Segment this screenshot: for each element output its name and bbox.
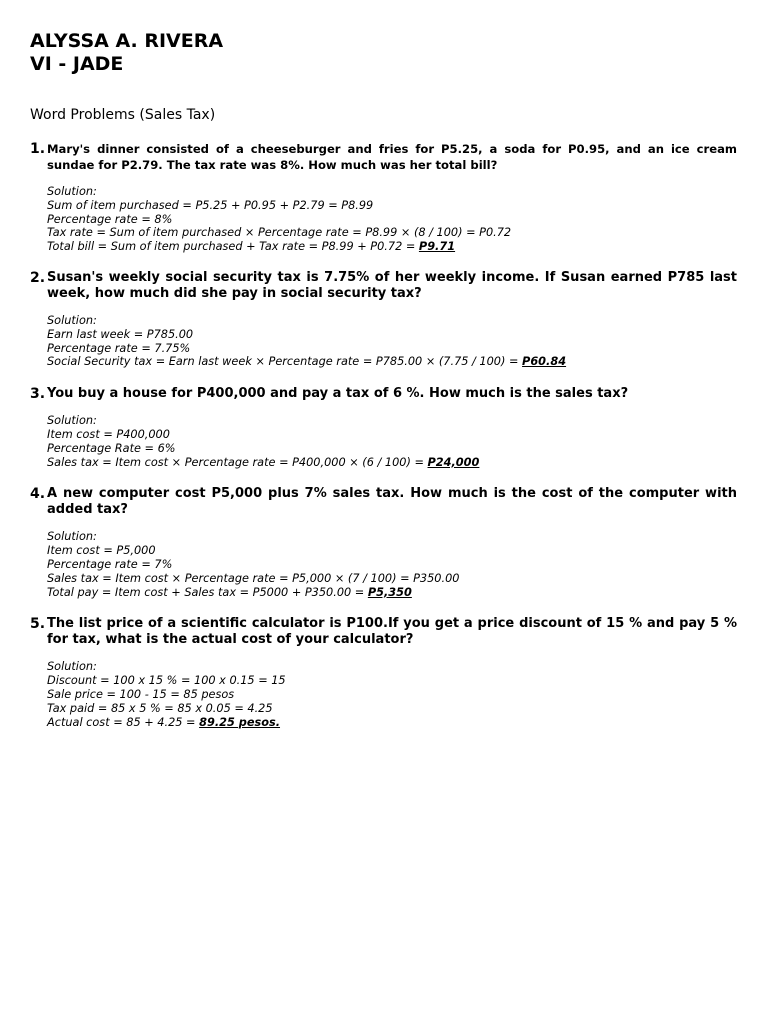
problem-solution [47, 185, 737, 254]
solution-line: Percentage rate = 8% [47, 212, 173, 226]
solution-line-final [47, 716, 737, 730]
solution-line: Percentage rate = 7.75% [47, 341, 191, 355]
solution-line: Percentage rate = 7% [47, 557, 173, 571]
problem-question: A new computer cost P5,000 plus 7% sales tax. How much is the cost of the computer with added tax? [47, 486, 737, 518]
problem-number: 3. [30, 386, 46, 403]
problem-3 [30, 386, 737, 469]
problem-solution [47, 530, 737, 599]
problem-question: You buy a house for P400,000 and pay a tax of 6 %. How much is the sales tax? [47, 386, 629, 402]
final-answer: 89.25 pesos. [199, 715, 281, 729]
student-section: VI - JADE [30, 53, 124, 75]
solution-label: Solution: [47, 660, 97, 674]
solution-line: Discount = 100 x 15 % = 100 x 0.15 = 15 [47, 674, 286, 688]
student-name: ALYSSA A. RIVERA [30, 30, 224, 52]
problem-number: 2. [30, 269, 46, 286]
solution-line-final [47, 240, 737, 254]
solution-label: Solution: [47, 414, 97, 428]
problem-solution [47, 414, 737, 469]
problem-question: The list price of a scientific calculator is P100.If you get a price discount of 15 % and pay 5 % for tax, what is the actual cost of your calculator? [47, 616, 737, 648]
solution-line: Item cost = P400,000 [47, 427, 170, 441]
solution-line-final [47, 586, 737, 600]
solution-line: Sale price = 100 - 15 = 85 pesos [47, 687, 235, 701]
final-answer: P9.71 [418, 240, 456, 254]
problem-solution [47, 660, 737, 729]
student-header [30, 30, 737, 76]
solution-line: Sales tax = Item cost × Percentage rate = P5,000 × (7 / 100) = P350.00 [47, 571, 460, 585]
solution-line: Percentage Rate = 6% [47, 441, 176, 455]
solution-line-final [47, 456, 737, 470]
final-answer: P5,350 [367, 585, 412, 599]
problem-question: Mary's dinner consisted of a cheeseburger and fries for P5.25, a soda for P0.95, and an ice cream sundae for P2.79. The tax rate was 8%. How much was her total bill? [47, 142, 737, 172]
page-title: Word Problems (Sales Tax) [30, 107, 216, 123]
problem-4 [30, 486, 737, 599]
problem-number: 5. [30, 616, 46, 633]
solution-line: Actual cost = 85 + 4.25 = [47, 715, 200, 729]
solution-line: Earn last week = P785.00 [47, 327, 194, 341]
solution-line: Total pay = Item cost + Sales tax = P5000 + P350.00 = [47, 585, 368, 599]
solution-line: Sum of item purchased = P5.25 + P0.95 + P2.79 = P8.99 [47, 198, 374, 212]
final-answer: P24,000 [427, 455, 480, 469]
solution-line: Tax paid = 85 x 5 % = 85 x 0.05 = 4.25 [47, 701, 273, 715]
problem-2 [30, 270, 737, 369]
problem-solution [47, 314, 737, 369]
problem-number: 4. [30, 486, 46, 503]
problem-1 [30, 141, 737, 254]
solution-label: Solution: [47, 185, 97, 198]
final-answer: P60.84 [522, 355, 567, 369]
solution-line: Total bill = Sum of item purchased + Tax rate = P8.99 + P0.72 = [47, 240, 419, 254]
solution-label: Solution: [47, 530, 97, 544]
solution-label: Solution: [47, 313, 97, 327]
solution-line: Tax rate = Sum of item purchased × Percentage rate = P8.99 × (8 / 100) = P0.72 [47, 226, 512, 240]
solution-line: Social Security tax = Earn last week × Percentage rate = P785.00 × (7.75 / 100) = [47, 355, 523, 369]
problem-number: 1. [30, 141, 46, 157]
solution-line: Sales tax = Item cost × Percentage rate = P400,000 × (6 / 100) = [47, 455, 428, 469]
solution-line: Item cost = P5,000 [47, 544, 156, 558]
problem-5 [30, 616, 737, 729]
document-page [30, 30, 737, 729]
problem-question: Susan's weekly social security tax is 7.75% of her weekly income. If Susan earned P785 last week, how much did she pay in social security tax? [47, 269, 737, 301]
solution-line-final [47, 355, 737, 369]
